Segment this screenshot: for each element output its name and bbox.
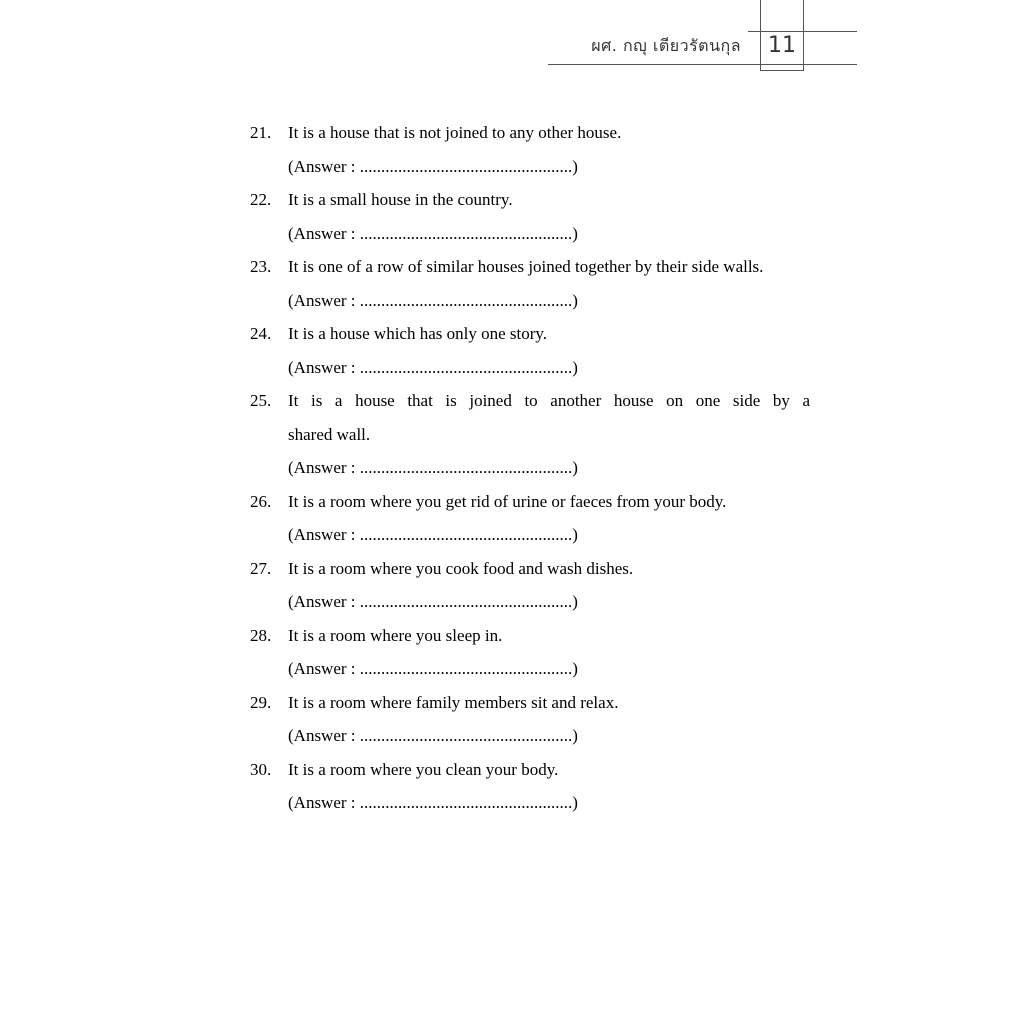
question-list [250, 116, 810, 820]
question-line [250, 384, 810, 418]
author-name: ผศ. กญุ เตียวรัตนกุล [591, 36, 741, 55]
question-item [250, 250, 810, 317]
answer-blank[interactable]: (Answer : ..................................................) [288, 793, 578, 812]
question-number: 25. [250, 391, 272, 410]
page-number: 11 [768, 33, 796, 58]
question-number: 29. [250, 692, 272, 712]
question-item [250, 485, 810, 552]
question-item [250, 552, 810, 619]
answer-blank[interactable]: (Answer : ..................................................) [288, 357, 578, 377]
question-text: It is a house that is joined to another house on one side by a [288, 391, 810, 410]
question-number: 28. [250, 625, 272, 645]
question-line [250, 250, 810, 284]
question-text: It is a small house in the country. [288, 190, 513, 209]
question-item [250, 384, 810, 485]
answer-blank[interactable]: (Answer : ..................................................) [288, 290, 578, 310]
answer-blank[interactable]: (Answer : ..................................................) [288, 726, 578, 745]
question-item [250, 686, 810, 753]
question-number [250, 418, 288, 452]
question-line [250, 317, 810, 351]
question-text: shared wall. [288, 424, 371, 444]
answer-blank[interactable]: (Answer : ..................................................) [288, 156, 578, 176]
question-line [250, 183, 810, 217]
question-item [250, 116, 810, 183]
question-number: 22. [250, 190, 272, 209]
question-item [250, 183, 810, 250]
question-line [250, 418, 810, 452]
question-line [250, 485, 810, 519]
question-number: 21. [250, 123, 272, 142]
question-item [250, 619, 810, 686]
question-number: 30. [250, 759, 272, 779]
question-text: It is a room where you clean your body. [288, 759, 559, 779]
question-number: 26. [250, 491, 272, 511]
question-text: It is a room where family members sit and relax. [288, 692, 619, 712]
answer-blank[interactable]: (Answer : ..................................................) [288, 525, 578, 544]
answer-blank[interactable]: (Answer : ..................................................) [288, 592, 578, 611]
question-text: It is a house which has only one story. [288, 324, 548, 343]
question-number: 27. [250, 558, 272, 578]
answer-blank[interactable]: (Answer : ..................................................) [288, 223, 578, 243]
answer-blank[interactable]: (Answer : ..................................................) [288, 458, 578, 477]
question-line [250, 619, 810, 653]
question-text: It is a house that is not joined to any other house. [288, 123, 622, 142]
question-line [250, 552, 810, 586]
question-number: 24. [250, 324, 272, 343]
question-text: It is a room where you cook food and wash dishes. [288, 558, 634, 578]
header-rule [548, 64, 857, 65]
question-text: It is a room where you sleep in. [288, 625, 503, 645]
question-item [250, 753, 810, 820]
question-line [250, 116, 810, 150]
question-number: 23. [250, 257, 272, 276]
question-line [250, 686, 810, 720]
question-line [250, 753, 810, 787]
question-text: It is a room where you get rid of urine or faeces from your body. [288, 491, 727, 511]
question-text: It is one of a row of similar houses joined together by their side walls. [288, 257, 764, 276]
answer-blank[interactable]: (Answer : ..................................................) [288, 659, 578, 678]
question-item [250, 317, 810, 384]
